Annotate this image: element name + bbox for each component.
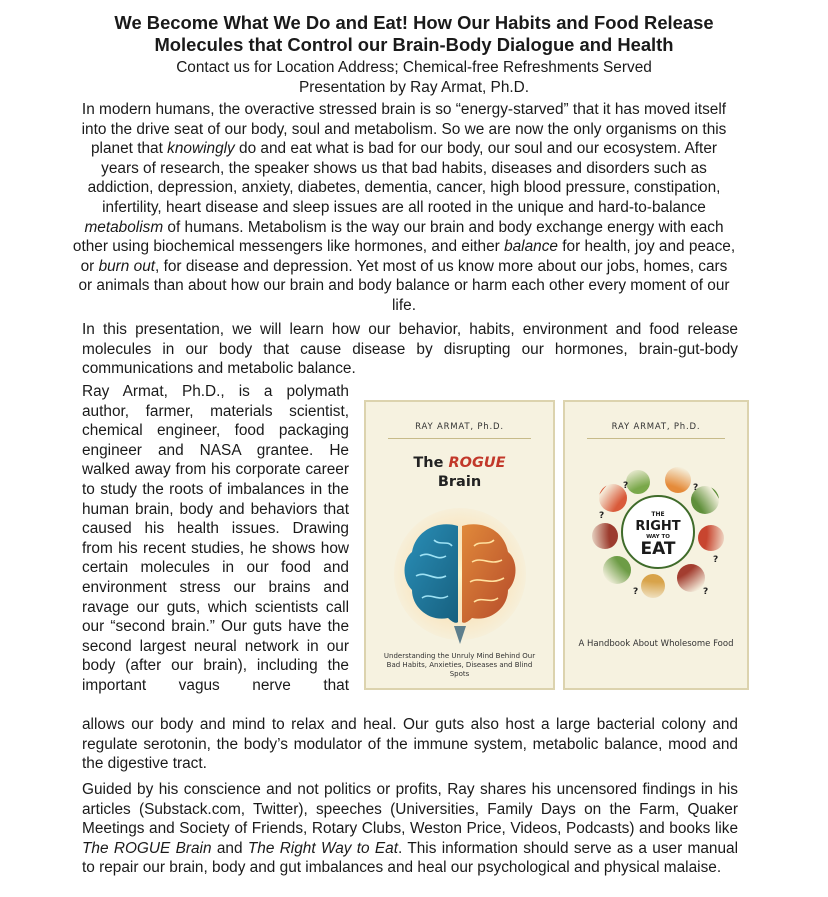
svg-text:?: ? — [633, 587, 639, 597]
intro-emph-burn-out: burn out — [98, 257, 156, 275]
right-logo-eat: EAT — [640, 539, 676, 559]
rogue-brain-book-cover — [364, 400, 555, 690]
rogue-book-author: RAY ARMAT, Ph.D. — [415, 422, 504, 432]
bio-continued-text: allows our body and mind to relax and heal. Our guts also host a large bacterial colony and regulate serotonin, the body’s modulator of the immune system, metabolic balance, mood and the digestive tract. — [82, 716, 738, 773]
right-book-subtitle: A Handbook About Wholesome Food — [578, 639, 734, 649]
right-logo-right: RIGHT — [635, 519, 681, 534]
right-way-to-eat-book-cover — [563, 400, 749, 690]
intro-text-5: , for disease and depression. Yet most of us know more about our jobs, homes, cars or animals than about how our brain and body balance or harm each other every moment of our life. — [78, 257, 730, 314]
rogue-title-rogue: ROGUE — [448, 455, 506, 471]
svg-text:?: ? — [623, 481, 629, 491]
intro-emph-balance: balance — [504, 238, 558, 256]
rogue-book-divider — [388, 438, 531, 439]
title-line-2: Molecules that Control our Brain-Body Dialogue and Health — [154, 34, 674, 55]
bio-column-text: Ray Armat, Ph.D., is a polymath author, farmer, materials scientist, chemical engineer, food packaging engineer and NASA grantee. He walked away from his corporate career to study the roots of imbalances in the human brain, body and behaviors that caused his health issues. Drawing from his recent studies, he shows how certain molecules in our food and environment stress our brains and ravage our guts, which scientists call our “second brain.” Our guts have the second largest neural network in our body (after our brain), including the important vagus nerve that — [82, 383, 349, 694]
right-book-author: RAY ARMAT, Ph.D. — [611, 422, 701, 432]
rogue-book-title — [366, 454, 553, 492]
svg-text:?: ? — [693, 483, 699, 493]
closing-text-2: and — [211, 839, 248, 857]
closing-book-rogue-brain: The ROGUE Brain — [82, 839, 212, 857]
presentation-paragraph: In this presentation, we will learn how our behavior, habits, environment and food release molecules in our body that cause disease by disrupting our hormones, brain-gut-body communications and metabolic balance. — [82, 321, 738, 378]
intro-text-2: do and eat what is bad for our body, our soul and our ecosystem. After years of research, the speaker shows us that bad habits, diseases and disorders such as addiction, depression, anxiety, diabetes, dementia, cancer, high blood pressure, constipation, infertility, heart disease and sleep issues are all rooted in the unique and hard-to-balance — [87, 140, 721, 216]
intro-text-4: for health, joy and peace, or — [80, 238, 736, 275]
rogue-title-the: The — [413, 455, 449, 471]
right-logo-the: THE — [651, 511, 665, 518]
closing-paragraph — [82, 780, 738, 878]
rogue-book-subtitle: Understanding the Unruly Mind Behind Our Bad Habits, Anxieties, Diseases and Blind Spots — [383, 652, 536, 678]
intro-emph-knowingly: knowingly — [167, 140, 235, 158]
right-logo-way: WAY TO — [646, 534, 670, 540]
intro-emph-metabolism: metabolism — [84, 218, 164, 236]
svg-text:?: ? — [703, 587, 709, 597]
svg-text:?: ? — [713, 555, 719, 565]
rogue-title-brain: Brain — [437, 474, 482, 490]
food-collage-icon — [583, 458, 733, 608]
svg-text:?: ? — [599, 511, 605, 521]
closing-book-right-way: The Right Way to Eat — [247, 839, 399, 857]
glowing-brain-icon — [390, 506, 530, 646]
closing-text-3: . This information should serve as a user manual to repair our brain, body and gut imbalances and heal our psychological and physical malaise. — [82, 839, 739, 877]
contact-line: Contact us for Location Address; Chemical-free Refreshments Served — [176, 59, 652, 76]
closing-text-1: Guided by his conscience and not politics or profits, Ray shares his uncensored findings in his articles (Substack.com, Twitter), speeches (Universities, Family Days on the Farm, Quaker Meetings and Society of Friends, Rotary Clubs, Weston Price, Videos, Podcasts) and books like — [82, 781, 738, 838]
intro-paragraph — [72, 100, 736, 316]
right-book-divider — [587, 438, 725, 439]
flyer-title — [60, 12, 768, 56]
intro-text-1: In modern humans, the overactive stressed brain is so “energy-starved” that it has moved itself into the drive seat of our body, soul and metabolism. So we are now the only organisms on this planet that — [81, 101, 727, 158]
title-line-1: We Become What We Do and Eat! How Our Habits and Food Release — [114, 12, 714, 33]
intro-text-3: of humans. Metabolism is the way our brain and body exchange energy with each other using biochemical messengers like hormones, and either — [72, 218, 724, 256]
presenter-line: Presentation by Ray Armat, Ph.D. — [298, 79, 530, 96]
